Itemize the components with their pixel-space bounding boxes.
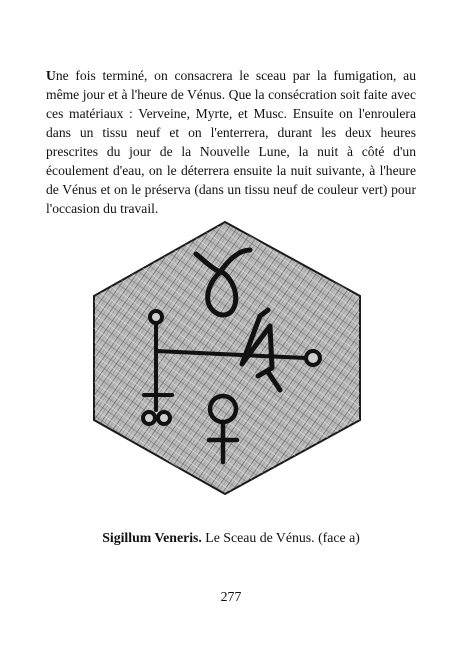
caption-title: Sigillum Veneris. xyxy=(102,530,202,545)
drop-letter: U xyxy=(46,68,56,83)
caption-text: Le Sceau de Vénus. (face a) xyxy=(201,530,360,545)
body-paragraph xyxy=(46,66,416,218)
figure-caption xyxy=(0,530,462,546)
paragraph-text: ne fois terminé, on consacrera le sceau par la fumigation, au même jour et à l'heure de Vénus. Que la consécration soit faite avec ces matériaux : Verveine, Myrte, et Musc. Ensuite on l'enroulera dans un tissu neuf et on l'enterrera, durant les deux heures prescrites du jour de la Nouvelle Lune, la nuit à côté d'un écoulement d'eau, on le déterrera ensuite la nuit suivante, à l'heure de Vénus et on le préserva (dans un tissu neuf de couleur vert) pour l'occasion du travail. xyxy=(46,68,416,216)
venus-seal-figure xyxy=(84,214,380,500)
venus-seal-image xyxy=(84,214,380,500)
page-number: 277 xyxy=(220,589,242,604)
